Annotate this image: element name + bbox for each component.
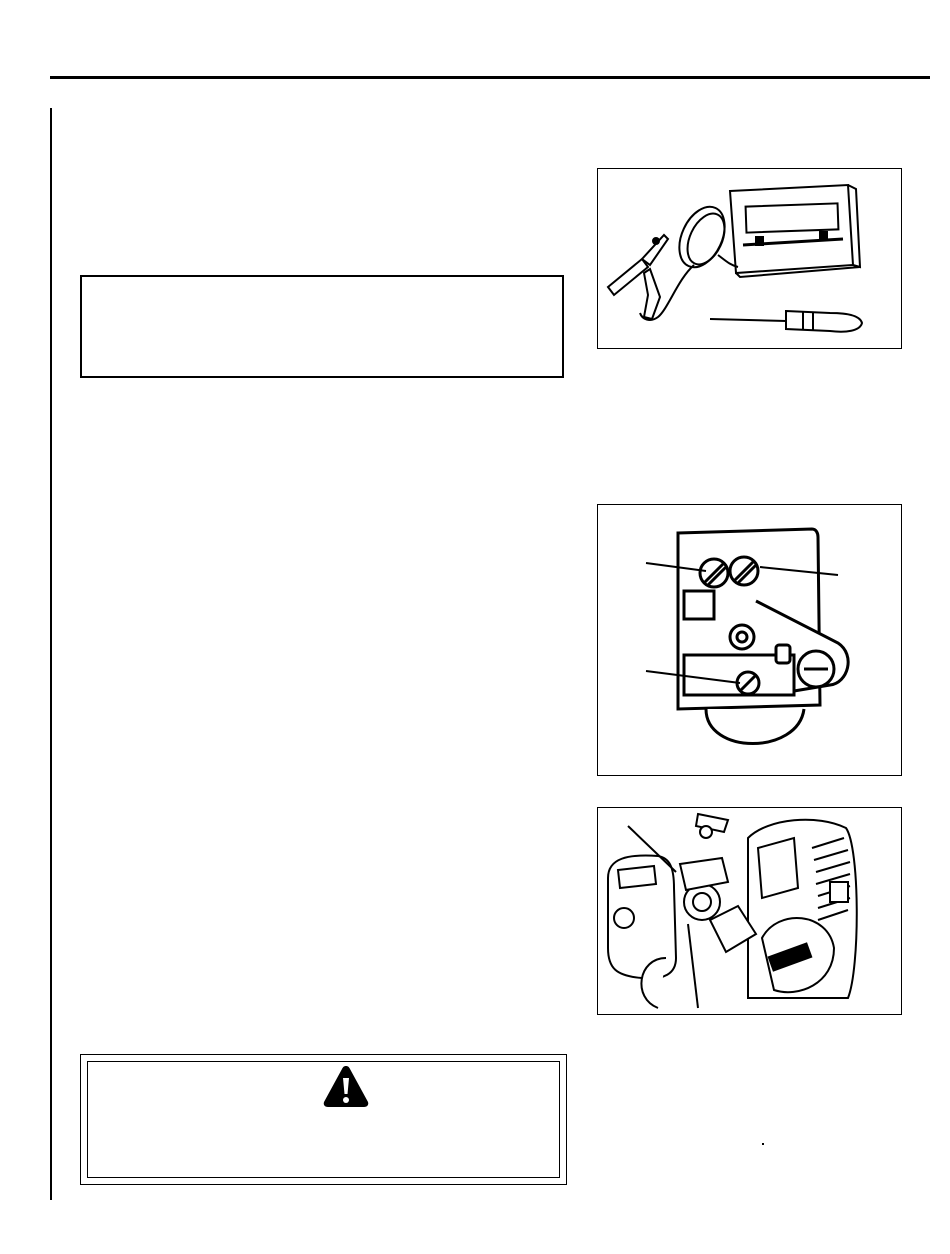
throttle-stop-icon bbox=[730, 625, 754, 649]
carburetor-body-icon bbox=[678, 529, 848, 744]
print-speck bbox=[762, 1143, 764, 1145]
low-speed-screw-icon bbox=[730, 557, 758, 585]
engine-body-icon bbox=[748, 820, 857, 998]
alligator-clip-icon bbox=[608, 235, 668, 319]
tachometer-icon bbox=[730, 185, 860, 277]
carburetor-adjustment-screws-illustration bbox=[598, 505, 901, 775]
tachometer-figure bbox=[597, 168, 902, 349]
tachometer-screwdriver-illustration bbox=[598, 169, 901, 348]
screwdriver-icon bbox=[710, 311, 862, 332]
carburetor-figure bbox=[597, 504, 902, 776]
engine-carburetor-location-illustration bbox=[598, 808, 901, 1014]
air-filter-cover-icon bbox=[608, 856, 676, 979]
idle-screw-icon bbox=[737, 672, 759, 694]
margin-rule bbox=[50, 108, 52, 1200]
notice-box bbox=[80, 275, 564, 378]
warning-triangle-icon bbox=[322, 1064, 370, 1108]
high-speed-screw-icon bbox=[700, 559, 728, 587]
engine-figure bbox=[597, 807, 902, 1015]
header-rule bbox=[50, 76, 930, 79]
